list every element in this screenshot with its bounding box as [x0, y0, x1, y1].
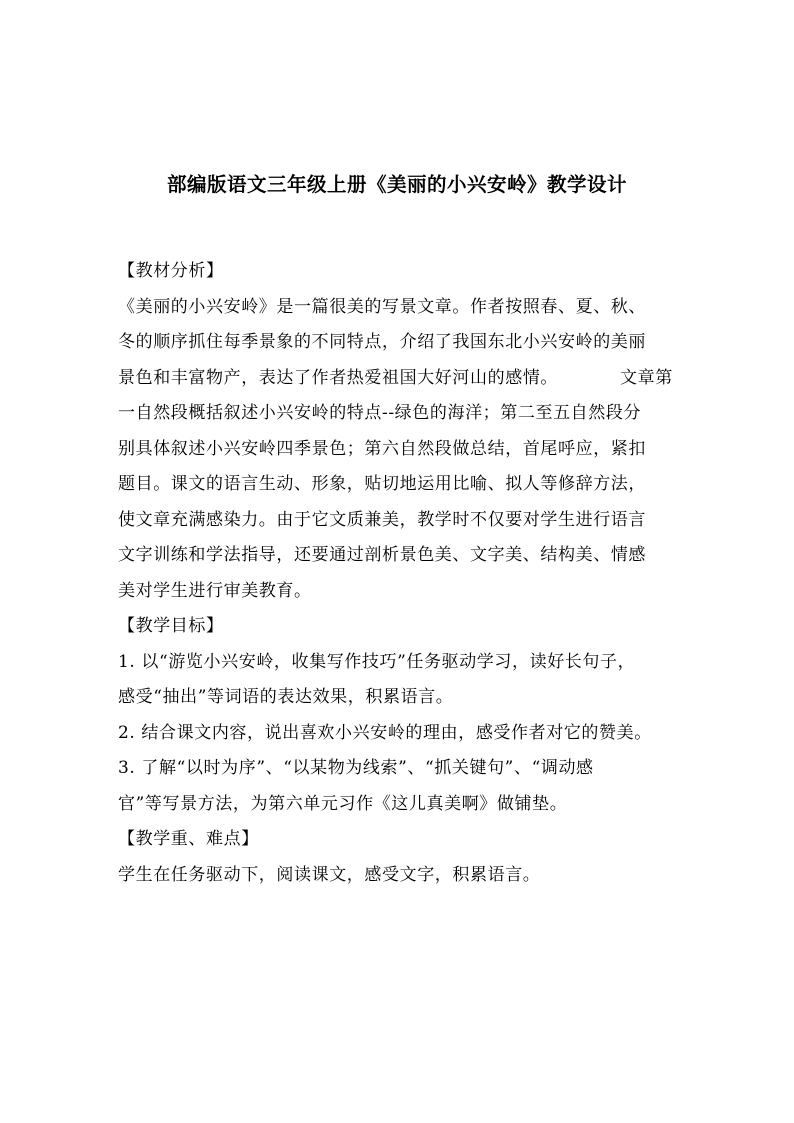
section-heading-textbook-analysis: 【教材分析】 — [118, 261, 224, 281]
paragraph-line: 美对学生进行审美教育。 — [118, 580, 312, 601]
objective-line: 1. 以“游览小兴安岭，收集写作技巧”任务驱动学习，读好长句子， — [118, 651, 636, 672]
objective-line: 2. 结合课文内容，说出喜欢小兴安岭的理由，感受作者对它的赞美。 — [118, 722, 652, 743]
paragraph-line-with-gap — [118, 361, 684, 397]
paragraph-line: 冬的顺序抓住每季景象的不同特点，介绍了我国东北小兴安岭的美丽 — [118, 332, 646, 352]
objective-line: 感受“抽出”等词语的表达效果，积累语言。 — [118, 687, 454, 707]
section-heading-key-difficult-points: 【教学重、难点】 — [118, 829, 259, 849]
document-title: 部编版语文三年级上册《美丽的小兴安岭》教学设计 — [166, 173, 627, 196]
objective-line: 官”等写景方法，为第六单元习作《这儿真美啊》做铺垫。 — [118, 793, 568, 814]
objective-line: 3. 了解“以时为序”、“以某物为线索”、“抓关键句”、“调动感 — [118, 758, 594, 778]
paragraph-line-part: 文章第 — [620, 367, 673, 388]
paragraph-line: 使文章充满感染力。由于它文质兼美，教学时不仅要对学生进行语言 — [118, 509, 646, 530]
paragraph-line: 别具体叙述小兴安岭四季景色；第六自然段做总结，首尾呼应，紧扣 — [118, 438, 646, 459]
paragraph-line: 《美丽的小兴安岭》是一篇很美的写景文章。作者按照春、夏、秋、 — [118, 296, 646, 317]
key-point-line: 学生在任务驱动下，阅读课文，感受文字，积累语言。 — [118, 864, 541, 885]
paragraph-line: 文字训练和学法指导，还要通过剖析景色美、文字美、结构美、情感 — [118, 545, 646, 565]
document-body — [118, 254, 684, 893]
paragraph-line-part: 景色和丰富物产，表达了作者热爱祖国大好河山的感情。 — [118, 367, 558, 388]
section-heading-teaching-objectives: 【教学目标】 — [118, 616, 224, 636]
paragraph-line: 题目。课文的语言生动、形象，贴切地运用比喻、拟人等修辞方法， — [118, 474, 646, 494]
paragraph-line: 一自然段概括叙述小兴安岭的特点--绿色的海洋；第二至五自然段分 — [118, 403, 642, 423]
